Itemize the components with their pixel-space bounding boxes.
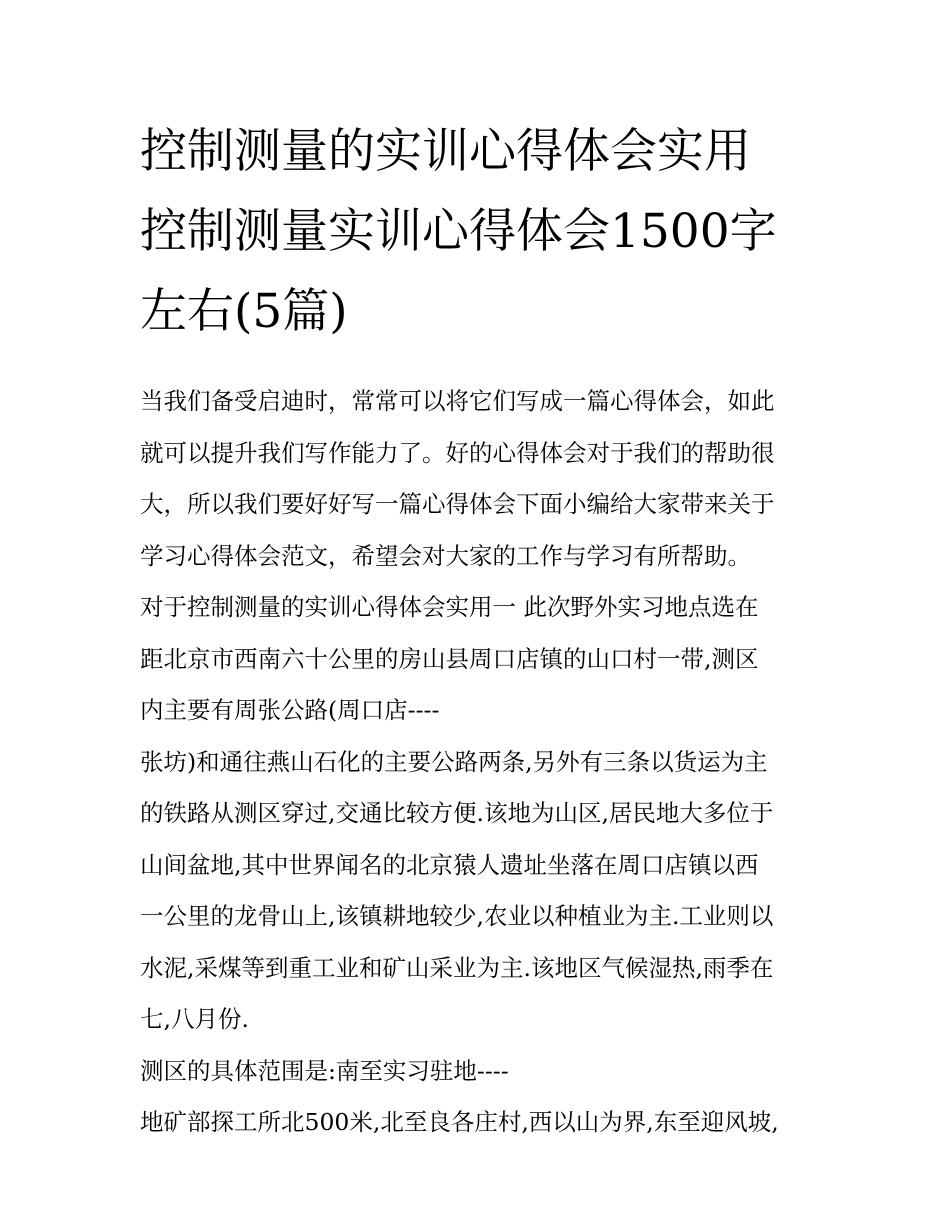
text-line: 水泥,采煤等到重工业和矿山采业为主.该地区气候湿热,雨季在 [140,953,774,982]
title-line: 控制测量的实训心得体会实用 [140,124,751,179]
text-line: 对于控制测量的实训心得体会实用一 此次野外实习地点选在 [140,593,759,621]
text-line: 测区的具体范围是:南至实习驻地---- [140,1056,509,1085]
document-title [140,112,820,352]
text-line: 学习心得体会范文，希望会对大家的工作与学习有所帮助。 [140,541,751,570]
text-line: 山间盆地,其中世界闻名的北京猿人遗址坐落在周口店镇以西 [140,850,759,879]
section-paragraph [140,1046,820,1098]
text-line: 的铁路从测区穿过,交通比较方便.该地为山区,居民地大多位于 [140,799,774,827]
text-line: 张坊)和通往燕山石化的主要公路两条,另外有三条以货运为主 [140,747,768,776]
text-line: 当我们备受启迪时，常常可以将它们写成一篇心得体会，如此 [140,387,775,415]
text-line: 大，所以我们要好好写一篇心得体会下面小编给大家带来关于 [140,490,775,518]
title-line: 左右(5篇) [140,284,348,339]
text-line: 七,八月份. [140,1005,249,1033]
document-body [140,376,820,1149]
text-line: 地矿部探工所北500米,北至良各庄村,西以山为界,东至迎风坡, [140,1108,779,1136]
intro-paragraph [140,376,820,582]
text-line: 距北京市西南六十公里的房山县周口店镇的山口村一带,测区 [140,644,759,673]
section-paragraph [140,1097,820,1149]
section-paragraph [140,737,820,1046]
text-line: 内主要有周张公路(周口店---- [140,696,440,724]
section-paragraph [140,582,820,737]
text-line: 就可以提升我们写作能力了。好的心得体会对于我们的帮助很 [140,438,775,467]
title-line: 控制测量实训心得体会1500字 [140,204,777,259]
text-line: 一公里的龙骨山上,该镇耕地较少,农业以种植业为主.工业则以 [140,902,774,930]
document-page [140,112,820,1149]
